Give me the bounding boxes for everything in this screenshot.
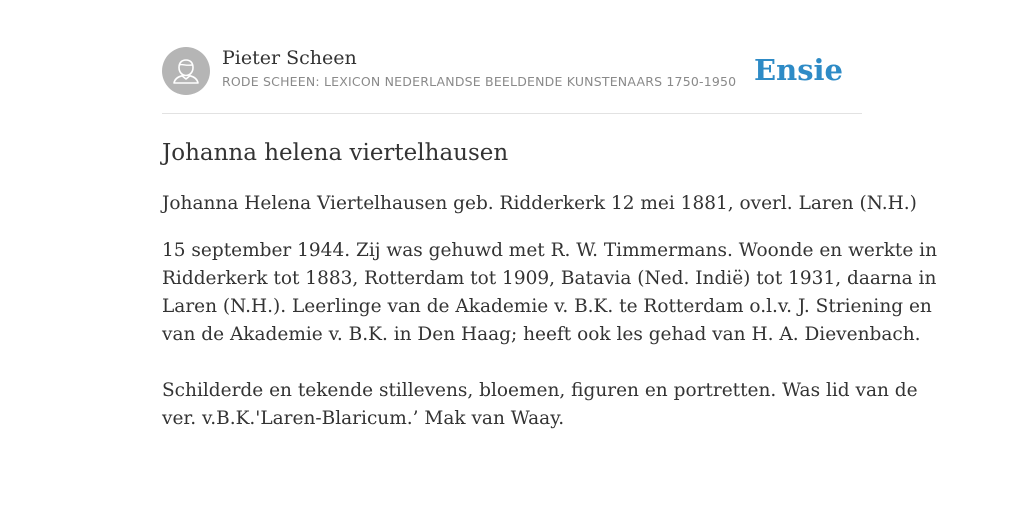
paragraph-line: Schilderde en tekende stillevens, bloemen, figuren en portretten. Was lid van de <box>162 380 918 401</box>
user-icon <box>162 47 210 95</box>
entry-body <box>162 190 938 433</box>
paragraph-line: Ridderkerk tot 1883, Rotterdam tot 1909, Batavia (Ned. Indië) tot 1931, daarna in <box>162 268 937 289</box>
author-name[interactable]: Pieter Scheen <box>222 47 357 69</box>
source-title[interactable]: RODE SCHEEN: LEXICON NEDERLANDSE BEELDENDE KUNSTENAARS 1750-1950 <box>222 74 737 89</box>
paragraph-line: ver. v.B.K.'Laren-Blaricum.’ Mak van Waay. <box>162 408 565 429</box>
paragraph-line: Laren (N.H.). Leerlinge van de Akademie v. B.K. te Rotterdam o.l.v. J. Striening en <box>162 296 932 317</box>
paragraph-line: 15 september 1944. Zij was gehuwd met R. W. Timmermans. Woonde en werkte in <box>162 240 938 261</box>
ensie-logo[interactable]: Ensie <box>754 53 843 87</box>
entry-title: Johanna helena viertelhausen <box>162 140 509 166</box>
paragraph-spacer <box>162 349 862 377</box>
entry-header <box>162 45 862 114</box>
paragraph-line: Johanna Helena Viertelhausen geb. Ridderkerk 12 mei 1881, overl. Laren (N.H.) <box>162 193 917 214</box>
paragraph-line: van de Akademie v. B.K. in Den Haag; heeft ook les gehad van H. A. Dievenbach. <box>162 324 921 345</box>
paragraph-spacer <box>162 218 862 237</box>
avatar[interactable] <box>162 47 210 95</box>
